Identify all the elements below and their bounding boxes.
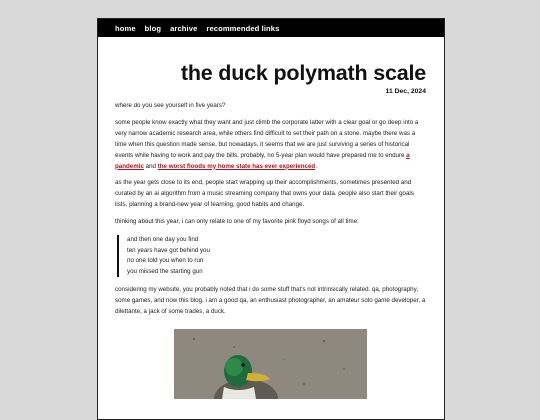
paragraph-1-end: . [315,162,317,170]
quote-line: no one told you when to run [127,257,204,265]
duck-photo [174,329,367,399]
song-quote [117,235,426,277]
post-paragraph-3: thinking about this year, i can only relate to one of my favorite pink floyd songs of all time: [115,218,359,226]
duck-illustration [174,329,367,399]
quote-line: you missed the starting gun [127,267,203,275]
post-paragraph-2: as the year gets close to its end, people start wrapping up their accomplishments, sometimes presented and curated by an ai algorithm from a music streaming company that owns your data. people also start their goals lists, planning a brand-new year of learning, good habits and change. [115,179,414,209]
paragraph-1-text: some people know exactly what they want and just climb the corporate latter with a clear goal or go deep into a very narrow academic research area, while others find difficult to set their path on a stone. maybe there was a time when this question made sense, but nowadays, it seems that we are just surviving a series of historical events while having to work and pay the bills. probably, no 5-year plan would have prepared me to endure [115,118,419,159]
post-intro: where do you see yourself in five years? [115,102,226,109]
floods-link[interactable]: the worst floods my home state has ever experienced [157,162,316,170]
quote-line: ten years have got behind you [127,246,210,254]
top-nav [98,19,444,37]
page-container [97,18,445,420]
paragraph-1-joiner: and [145,162,156,170]
nav-home-link[interactable]: home [115,23,136,33]
post-title: the duck polymath scale [180,61,426,85]
pandemic-link[interactable]: a pandemic [115,151,410,170]
post-paragraph-4: considering my website, you probably noted that i do some stuff that's not intrinsically related. qa, photography, some games, and now this blog. i am a good qa, an enthusiast photographer, an amateur solo game developer, a dilettante, a jack of some trades, a duck. [115,286,426,316]
nav-blog-link[interactable]: blog [144,23,162,33]
quote-line: and then one day you find [127,236,199,244]
post-content [98,60,444,399]
post-date: 11 Dec, 2024 [385,88,426,95]
nav-archive-link[interactable]: archive [170,23,198,33]
nav-recommended-links-link[interactable]: recommended links [206,23,280,33]
post-paragraph-1 [115,118,426,173]
